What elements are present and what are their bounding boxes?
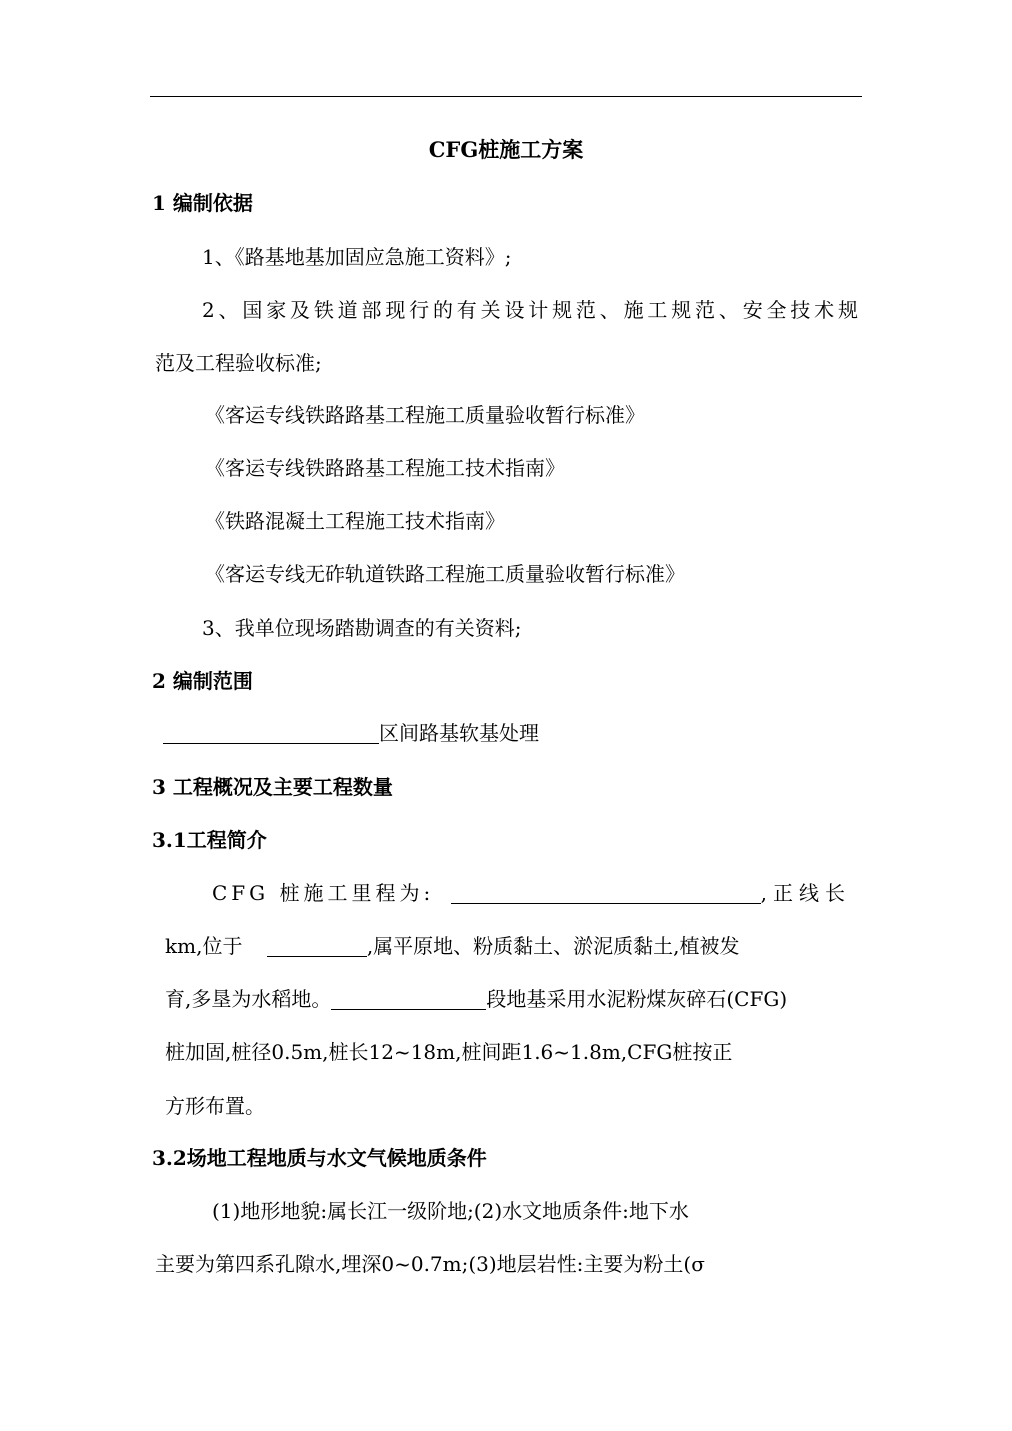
geology-line-2: 主要为第四系孔隙水,埋深0~0.7m;(3)地层岩性:主要为粉土(σ xyxy=(155,1252,705,1276)
intro-line-3-text-a: 育,多垦为水稻地。 xyxy=(165,987,332,1011)
geology-line-1: (1)地形地貌:属长江一级阶地;(2)水文地质条件:地下水 xyxy=(212,1199,689,1223)
standard-3: 《铁路混凝土工程施工技术指南》 xyxy=(205,509,505,533)
mileage-blank xyxy=(451,881,761,904)
basis-item-2-line-1: 2、国家及铁道部现行的有关设计规范、施工规范、安全技术规 xyxy=(202,298,858,322)
intro-line-1-text-b: ,正线长 xyxy=(760,881,851,905)
standard-4: 《客运专线无砟轨道铁路工程施工质量验收暂行标准》 xyxy=(205,562,685,586)
intro-line-3 xyxy=(165,985,787,1013)
standard-2: 《客运专线铁路路基工程施工技术指南》 xyxy=(205,456,565,480)
scope-line xyxy=(163,719,539,747)
section-3-1-heading: 3.1工程简介 xyxy=(152,828,267,852)
intro-line-1 xyxy=(212,879,860,907)
section-2-heading: 2 编制范围 xyxy=(152,669,253,693)
intro-line-1-text-a: CFG 桩施工里程为: xyxy=(212,881,435,905)
section-3-2-heading: 3.2场地工程地质与水文气候地质条件 xyxy=(152,1146,487,1170)
header-rule xyxy=(150,96,862,97)
intro-line-3-text-b: 段地基采用水泥粉煤灰碎石(CFG) xyxy=(486,987,788,1011)
intro-line-4: 桩加固,桩径0.5m,桩长12~18m,桩间距1.6~1.8m,CFG桩按正 xyxy=(165,1040,733,1064)
intro-line-2-text-b: ,属平原地、粉质黏土、淤泥质黏土,植被发 xyxy=(366,934,740,958)
scope-text: 区间路基软基处理 xyxy=(379,721,539,745)
section-1-heading: 1 编制依据 xyxy=(152,191,253,215)
location-blank xyxy=(267,934,367,957)
basis-item-1: 1、《路基地基加固应急施工资料》; xyxy=(202,245,512,269)
intro-line-2-text-a: km,位于 xyxy=(165,934,243,958)
standard-1: 《客运专线铁路路基工程施工质量验收暂行标准》 xyxy=(205,403,645,427)
document-title: CFG桩施工方案 xyxy=(428,137,584,162)
basis-item-2-line-2: 范及工程验收标准; xyxy=(155,351,322,375)
intro-line-5: 方形布置。 xyxy=(165,1094,265,1118)
scope-blank xyxy=(163,721,379,744)
intro-line-2 xyxy=(165,932,740,960)
basis-item-3: 3、我单位现场踏勘调查的有关资料; xyxy=(202,616,522,640)
segment-blank xyxy=(331,987,486,1010)
section-3-heading: 3 工程概况及主要工程数量 xyxy=(152,775,393,799)
